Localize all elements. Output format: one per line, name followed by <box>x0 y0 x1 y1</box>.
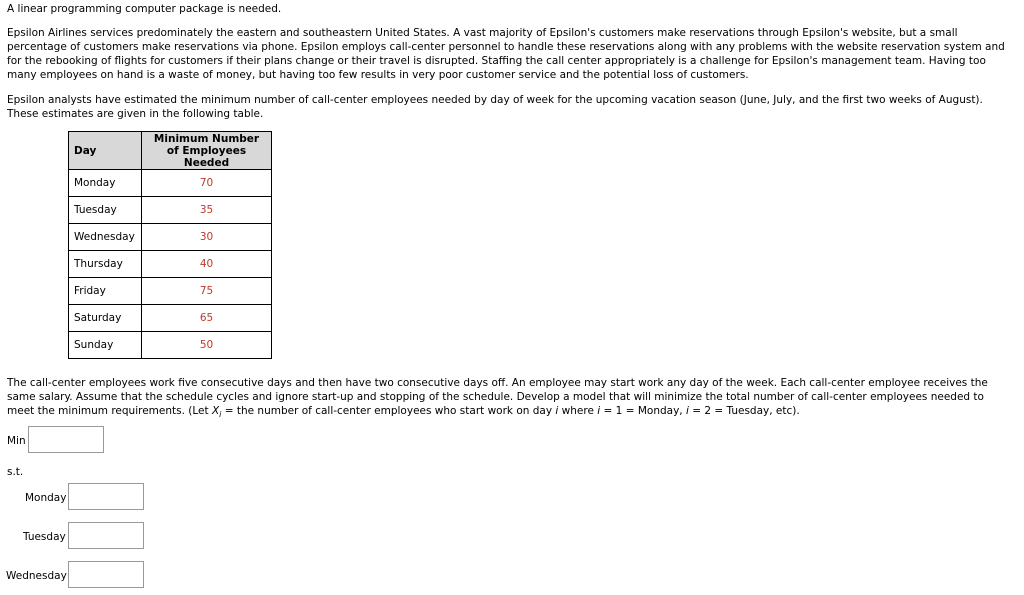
constraint-label-tuesday: Tuesday <box>23 531 66 543</box>
constraint-input-tuesday[interactable] <box>68 522 144 549</box>
employees-table <box>68 131 272 359</box>
day-cell: Thursday <box>69 251 142 278</box>
variable-i: i <box>685 405 689 417</box>
constraint-label-monday: Monday <box>25 492 67 504</box>
table-row <box>69 332 272 359</box>
instructions-eq1: = 1 = Monday, <box>600 405 686 417</box>
st-label: s.t. <box>7 466 24 478</box>
day-cell: Saturday <box>69 305 142 332</box>
variable-i: i <box>555 405 559 417</box>
constraint-input-monday[interactable] <box>68 483 144 510</box>
instructions-text-cont: = the number of call-center employees who start work on day <box>221 405 556 417</box>
table-row <box>69 224 272 251</box>
constraint-input-wednesday[interactable] <box>68 561 144 588</box>
table-row <box>69 197 272 224</box>
table-row <box>69 170 272 197</box>
value-cell: 75 <box>142 278 272 305</box>
objective-input[interactable] <box>28 426 104 453</box>
table-row <box>69 305 272 332</box>
table-row <box>69 251 272 278</box>
day-cell: Wednesday <box>69 224 142 251</box>
value-cell: 40 <box>142 251 272 278</box>
table-header-row <box>69 132 272 170</box>
instructions-eq2: = 2 = Tuesday, etc). <box>688 405 800 417</box>
instructions-where: where <box>558 405 598 417</box>
day-cell: Friday <box>69 278 142 305</box>
day-cell: Sunday <box>69 332 142 359</box>
day-cell: Monday <box>69 170 142 197</box>
constraint-label-wednesday: Wednesday <box>6 570 67 582</box>
model-instructions-paragraph <box>7 376 1014 422</box>
value-cell: 50 <box>142 332 272 359</box>
value-cell: 65 <box>142 305 272 332</box>
description-paragraph: Epsilon Airlines services predominately the eastern and southeastern United States. A vast majority of Epsilon's customers make reservations through Epsilon's website, but a small percentage of customers make reservations via phone. Epsilon employs call-center personnel to handle these reservations along with any problems with the website reservation system and for the rebooking of flights for customers if their plans change or their travel is disrupted. Staffing the call center appropriately is a challenge for Epsilon's management team. Having too many employees on hand is a waste of money, but having too few results in very poor customer service and the potential loss of customers. <box>7 27 1005 81</box>
variable-subscript: i <box>219 410 222 420</box>
variable-x: X <box>211 405 220 417</box>
min-label: Min <box>7 435 26 447</box>
table-row <box>69 278 272 305</box>
estimates-paragraph: Epsilon analysts have estimated the minimum number of call-center employees needed by day of week for the upcoming vacation season (June, July, and the first two weeks of August). These estimates are given in the following table. <box>7 94 983 120</box>
header-day: Day <box>69 132 142 170</box>
instructions-text: The call-center employees work five consecutive days and then have two consecutive days off. An employee may start work any day of the week. Each call-center employee receives the same salary. Assume that the schedule cycles and ignore start-up and stopping of the schedule. Develop a model that will minimize the total number of call-center employees needed to meet the minimum requirements. (Let <box>7 377 988 417</box>
intro-text: A linear programming computer package is needed. <box>7 3 282 15</box>
variable-i: i <box>597 405 601 417</box>
header-min-employees: Minimum Number of Employees Needed <box>142 132 272 170</box>
value-cell: 70 <box>142 170 272 197</box>
value-cell: 35 <box>142 197 272 224</box>
value-cell: 30 <box>142 224 272 251</box>
day-cell: Tuesday <box>69 197 142 224</box>
